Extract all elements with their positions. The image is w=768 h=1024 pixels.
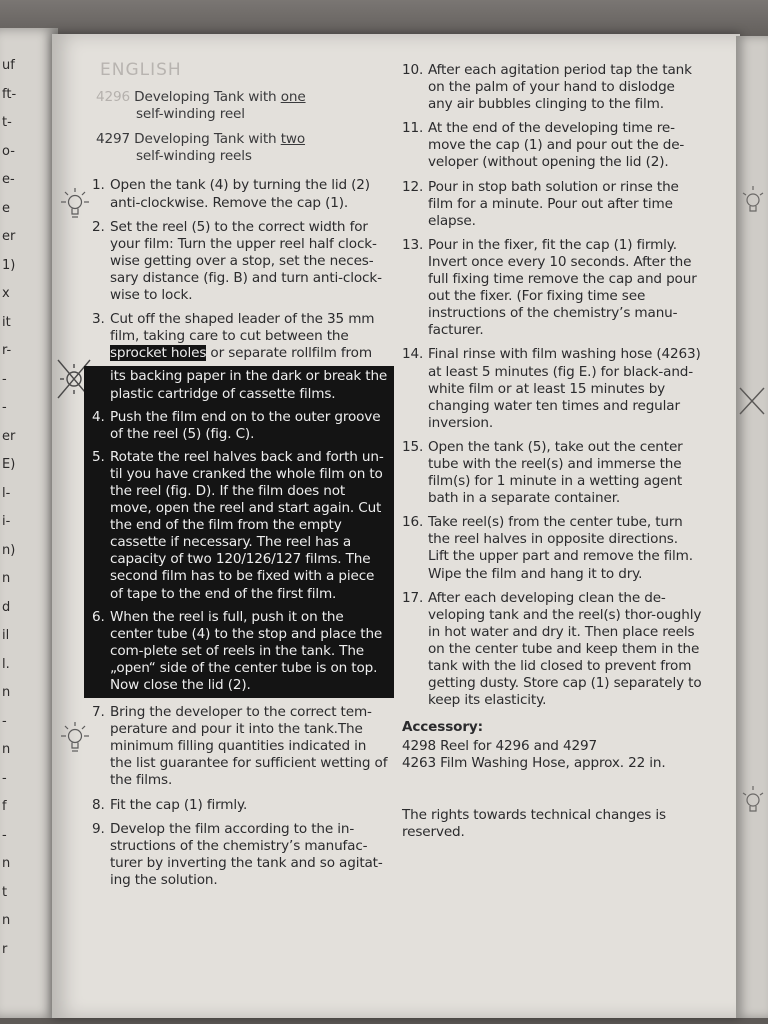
- step-item: [402, 120, 702, 171]
- lightbulb-icon: [740, 184, 766, 218]
- step-text: After each agitation period tap the tank on the palm of your hand to dislodge any air bubbles clinging to the film.: [428, 62, 692, 113]
- step-item: [402, 237, 702, 340]
- step-item: [92, 704, 388, 789]
- step-text: Take reel(s) from the center tube, turn the reel halves in opposite directions. Lift the upper part and remove the film. Wipe the film and hang it to dry.: [428, 514, 693, 582]
- step-item: [402, 590, 702, 710]
- step-text: Open the tank (5), take out the center tube with the reel(s) and immerse the film(s) for 1 minute in a wetting agent bath in a separate container.: [428, 438, 683, 507]
- edge-text-fragment: o-: [2, 143, 15, 159]
- edge-text-fragment: -: [2, 400, 7, 415]
- edge-text-fragment: er: [2, 229, 16, 244]
- accessory-item: 4298 Reel for 4296 and 4297: [402, 738, 597, 755]
- step-item: [92, 177, 388, 211]
- step-text: After each developing clean the de-veloping tank and the reel(s) thor-oughly in hot water and dry it. Then place reels on the center tube and keep them in the tank with the lid closed to prevent from getting dusty. Store cap (1) separately to keep its elasticity.: [428, 589, 702, 709]
- step-number: 12.: [402, 178, 424, 195]
- step-item: [402, 346, 702, 431]
- edge-text-fragment: n: [2, 742, 11, 757]
- edge-text-fragment: i-: [2, 514, 11, 529]
- step-item: [92, 797, 388, 814]
- language-heading: ENGLISH: [100, 60, 182, 80]
- step-number: 3.: [92, 311, 105, 328]
- step-number: 4.: [92, 408, 105, 425]
- edge-text-fragment: t: [2, 884, 8, 900]
- rights-notice: The rights towards technical changes is reserved.: [402, 806, 666, 840]
- step-item: [92, 311, 388, 362]
- step-text: Pour in the fixer, fit the cap (1) firmly. Invert once every 10 seconds. After the full fixing time remove the cap and pour out the fixer. (For fixing time see instructions of the chemistry’s manu-facturer.: [428, 236, 697, 339]
- step-text: Final rinse with film washing hose (4263) at least 5 minutes (fig E.) for black-and-white film or at least 15 minutes by changing water ten times and regular inversion.: [428, 346, 701, 431]
- step-text: Push the film end on to the outer groove of the reel (5) (fig. C).: [110, 408, 381, 442]
- step-text-dark: its backing paper in the dark or break the plastic cartridge of cassette films.: [110, 368, 388, 402]
- step-item: [402, 514, 702, 582]
- step-number: 14.: [402, 346, 424, 363]
- edge-text-fragment: e-: [2, 172, 15, 187]
- steps-list-left-after: [92, 704, 388, 889]
- edge-text-fragment: l-: [2, 485, 11, 501]
- step-text: Fit the cap (1) firmly.: [110, 796, 248, 813]
- product-code: 4297: [96, 131, 130, 148]
- step-text: Set the reel (5) to the correct width for your film: Turn the upper reel half clock-wise getting over a stop, set the neces-sary distance (fig. B) and turn anti-clock-wise to lock.: [110, 218, 382, 304]
- product-line: [96, 89, 388, 123]
- step-text: or separate rollfilm from: [206, 345, 372, 362]
- product-code: 4296: [96, 89, 130, 106]
- step-number: 7.: [92, 704, 105, 721]
- edge-text-fragment: n: [2, 685, 11, 700]
- left-page-edge: [0, 28, 58, 1018]
- steps-list-left: [92, 177, 388, 362]
- edge-text-fragment: e: [2, 200, 10, 216]
- step-number: 2.: [92, 218, 105, 235]
- product-emph: two: [280, 131, 306, 148]
- step-text: When the reel is full, push it on the center tube (4) to the stop and place the com-plete set of reels in the tank. The „open“ side of the center tube is on top. Now close the lid (2).: [110, 608, 383, 693]
- step-item: [402, 439, 702, 507]
- product-emph: one: [280, 89, 306, 106]
- edge-text-fragment: er: [2, 428, 16, 444]
- edge-text-fragment: n: [2, 913, 11, 928]
- lightbulb-icon: [58, 720, 92, 756]
- edge-text-fragment: r: [2, 941, 8, 957]
- left-column: [92, 62, 388, 896]
- lightbulb-icon: [740, 784, 766, 818]
- accessory-heading: Accessory:: [402, 719, 483, 736]
- step-number: 9.: [92, 820, 105, 837]
- step-number: 6.: [92, 608, 105, 625]
- step-number: 11.: [402, 120, 424, 137]
- edge-text-fragment: it: [2, 314, 11, 330]
- step-number: 16.: [402, 514, 424, 531]
- steps-list-right: [402, 62, 702, 709]
- steps-list-dark: [92, 409, 388, 695]
- edge-text-fragment: ft-: [2, 86, 17, 102]
- step-item: [92, 449, 388, 603]
- step-item: [402, 179, 702, 230]
- product-desc: Developing Tank with: [134, 131, 281, 148]
- step-text: Bring the developer to the correct tem-perature and pour it into the tank.The minimum filling quantities indicated in the list guarantee for sufficient wetting of the films.: [110, 704, 388, 789]
- right-page-edge: [736, 36, 768, 1018]
- edge-text-fragment: n): [2, 542, 16, 558]
- edge-text-fragment: x: [2, 286, 10, 301]
- edge-text-fragment: d: [2, 599, 11, 615]
- edge-text-fragment: n: [2, 571, 11, 586]
- edge-text-fragment: t-: [2, 115, 12, 130]
- step-item: [402, 62, 702, 113]
- step-item: [92, 409, 388, 443]
- step-text: Pour in stop bath solution or rinse the film for a minute. Pour out after time elapse.: [428, 178, 679, 229]
- step-number: 17.: [402, 589, 424, 606]
- edge-text-fragment: r-: [2, 343, 12, 358]
- step-number: 13.: [402, 236, 424, 253]
- edge-text-fragment: -: [2, 827, 7, 843]
- step-number: 10.: [402, 62, 424, 78]
- product-desc-line2: self-winding reel: [136, 106, 245, 123]
- darkroom-instructions-block: [84, 366, 394, 698]
- edge-text-fragment: f: [2, 799, 7, 814]
- step-text: Develop the film according to the in-structions of the chemistry’s manufac-turer by inverting the tank and so agitat-ing the solution.: [110, 820, 383, 888]
- edge-text-fragment: E): [2, 457, 16, 472]
- edge-text-fragment: 1): [2, 257, 16, 273]
- edge-text-fragment: -: [2, 770, 7, 786]
- crossed-out-sun-icon: [738, 384, 766, 418]
- edge-text-fragment: -: [2, 371, 7, 387]
- edge-text-fragment: il: [2, 628, 10, 643]
- step-text: Cut off the shaped leader of the 35 mm film, taking care to cut between the: [110, 311, 375, 345]
- product-desc: Developing Tank with: [134, 89, 281, 106]
- step-item: [92, 609, 388, 694]
- step-number: 1.: [92, 177, 105, 194]
- edge-text-fragment: n: [2, 856, 11, 871]
- step-text: Open the tank (4) by turning the lid (2) anti-clockwise. Remove the cap (1).: [110, 177, 370, 211]
- step-number: 5.: [92, 448, 105, 465]
- step-number: 8.: [92, 796, 105, 813]
- step-text: Rotate the reel halves back and forth un-til you have cranked the whole film on to the reel (fig. D). If the film does not move, open the reel and start again. Cut the end of the film from the empty cassette if necessary. The reel has a capacity of two 120/126/127 films. The second film has to be fixed with a piece of tape to the end of the first film.: [110, 448, 384, 602]
- step-number: 15.: [402, 438, 424, 455]
- step-item: [92, 821, 388, 889]
- lightbulb-icon: [58, 186, 92, 222]
- edge-text-fragment: uf: [2, 58, 15, 73]
- step-text-dark: sprocket holes: [110, 345, 207, 362]
- edge-text-fragment: -: [2, 713, 7, 729]
- edge-text-fragment: l.: [2, 656, 10, 672]
- accessory-item: 4263 Film Washing Hose, approx. 22 in.: [402, 755, 666, 772]
- right-column: [402, 62, 702, 841]
- step-item: [92, 219, 388, 304]
- product-line: [96, 131, 388, 165]
- step-text: At the end of the developing time re-move the cap (1) and pour out the de-veloper (without opening the lid (2).: [428, 120, 685, 171]
- product-desc-line2: self-winding reels: [136, 148, 252, 165]
